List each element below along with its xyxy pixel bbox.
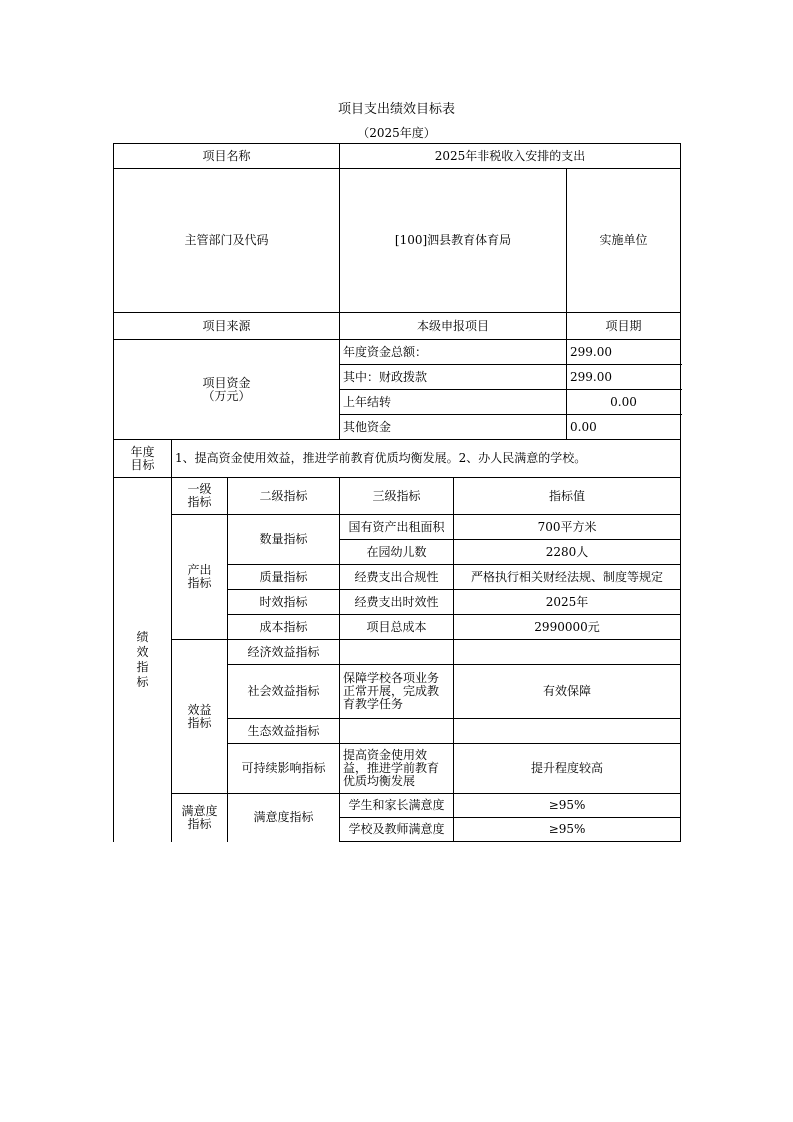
s2-name: 学校及教师满意度: [340, 818, 454, 842]
funds-total-label: 年度资金总额：: [340, 340, 567, 365]
economic-value: [454, 640, 681, 665]
time-name: 经费支出时效性: [340, 590, 454, 615]
sustain-label: 可持续影响指标: [228, 744, 340, 794]
funds-other-label: 其他资金: [340, 415, 567, 440]
annual-goal-text: 1、提高资金使用效益，推进学前教育优质均衡发展。2、办人民满意的学校。: [172, 440, 681, 478]
cost-label: 成本指标: [228, 615, 340, 640]
funds-carryover-value: 0.00: [567, 390, 681, 415]
economic-name: [340, 640, 454, 665]
table-row: [114, 515, 681, 540]
benefit-label: 效益指标: [172, 640, 228, 794]
funds-carryover-label: 上年结转: [340, 390, 567, 415]
funds-label: 项目资金（万元）: [114, 340, 340, 440]
sustain-name: 提高资金使用效益，推进学前教育优质均衡发展: [340, 744, 454, 794]
cost-name: 项目总成本: [340, 615, 454, 640]
sustain-value: 提升程度较高: [454, 744, 681, 794]
satisfaction-sub-label: 满意度指标: [228, 794, 340, 842]
performance-goal-table: [113, 143, 681, 842]
project-name-value: 2025年非税收入安排的支出: [340, 144, 681, 169]
impl-unit-label: 实施单位: [567, 169, 681, 313]
eco-value: [454, 719, 681, 744]
perf-label: 绩效指标: [114, 478, 172, 842]
col-level1: 一级指标: [172, 478, 228, 515]
q2-value: 2280人: [454, 540, 681, 565]
table-row: [114, 313, 681, 340]
table-row: [114, 340, 681, 365]
page-subtitle: （2025年度）: [357, 126, 436, 140]
social-label: 社会效益指标: [228, 665, 340, 719]
social-value: 有效保障: [454, 665, 681, 719]
eco-label: 生态效益指标: [228, 719, 340, 744]
s2-value: ≥95%: [454, 818, 681, 842]
source-label: 项目来源: [114, 313, 340, 340]
time-label: 时效指标: [228, 590, 340, 615]
time-value: 2025年: [454, 590, 681, 615]
project-name-label: 项目名称: [114, 144, 340, 169]
annual-goal-label: 年度目标: [114, 440, 172, 478]
table-row: [114, 478, 681, 515]
dept-label: 主管部门及代码: [114, 169, 340, 313]
source-value: 本级申报项目: [340, 313, 567, 340]
economic-label: 经济效益指标: [228, 640, 340, 665]
col-level3: 三级指标: [340, 478, 454, 515]
dept-value: [100]泗县教育体育局: [340, 169, 567, 313]
funds-fiscal-value: 299.00: [567, 365, 681, 390]
quality-name: 经费支出合规性: [340, 565, 454, 590]
table-row: [114, 640, 681, 665]
satisfaction-label: 满意度指标: [172, 794, 228, 842]
table-row: [114, 440, 681, 478]
s1-name: 学生和家长满意度: [340, 794, 454, 818]
q1-name: 国有资产出租面积: [340, 515, 454, 540]
eco-name: [340, 719, 454, 744]
q1-value: 700平方米: [454, 515, 681, 540]
social-name: 保障学校各项业务正常开展，完成教育教学任务: [340, 665, 454, 719]
funds-other-value: 0.00: [567, 415, 681, 440]
funds-fiscal-label: 其中：财政拨款: [340, 365, 567, 390]
table-row: [114, 169, 681, 313]
table-row: [114, 794, 681, 818]
q2-name: 在园幼儿数: [340, 540, 454, 565]
quality-value: 严格执行相关财经法规、制度等规定: [454, 565, 681, 590]
quantity-label: 数量指标: [228, 515, 340, 565]
col-value: 指标值: [454, 478, 681, 515]
cost-value: 2990000元: [454, 615, 681, 640]
s1-value: ≥95%: [454, 794, 681, 818]
quality-label: 质量指标: [228, 565, 340, 590]
col-level2: 二级指标: [228, 478, 340, 515]
table-row: [114, 144, 681, 169]
output-label: 产出指标: [172, 515, 228, 640]
page-title: 项目支出绩效目标表: [337, 102, 455, 117]
funds-total-value: 299.00: [567, 340, 681, 365]
period-label: 项目期: [567, 313, 681, 340]
